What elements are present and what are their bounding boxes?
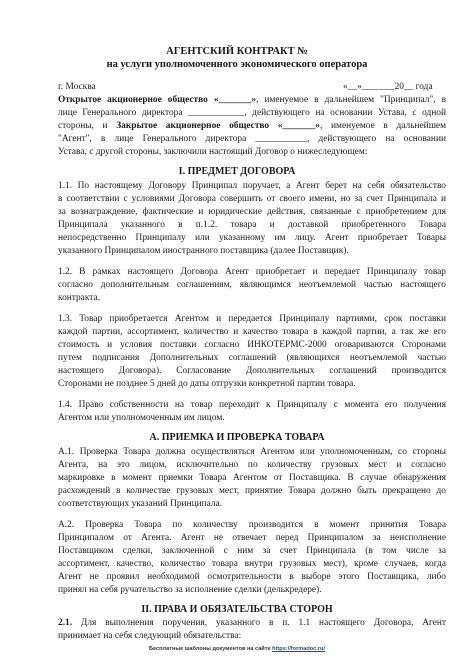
paragraph-line: согласно дополнительным соглашениям, являющимся неотъемлемой частью настоящего xyxy=(58,280,446,290)
paragraph-line: стоимость и условия поставки согласно ИНКОТЕРМС-2000 оговариваются Сторонами xyxy=(58,340,446,350)
paragraph-line: 1.4. Право собственности на товар переходит к Принципалу с момента его получения xyxy=(58,400,446,410)
paragraph-line: контракта. xyxy=(58,293,100,303)
footer-text: Бесплатные шаблоны документов на сайте xyxy=(149,646,273,652)
paragraph-line: 1.3. Товар приобретается Агентом и передается Принципалу партиями, срок поставки xyxy=(58,314,446,324)
section-heading: II. ПРАВА И ОБЯЗАТЕЛЬСТВА СТОРОН xyxy=(141,604,333,615)
intro-line: "Агент", в лице Генерального директора ___________, действующего на основании xyxy=(58,134,446,144)
footer-link[interactable]: https://formadoc.ru/ xyxy=(272,646,325,652)
date: «__»_______20__ года xyxy=(343,82,433,92)
paragraph-line: 1.2. В рамках настоящего Договора Агент приобретает и передает Принципалу товар xyxy=(58,267,446,277)
paragraph-line: Агент не проявил необходимой осмотрительности в выборе этого Поставщика, либо xyxy=(58,572,446,582)
intro-line: Открытое акционерное общество «_______», именуемое в дальнейшем "Принципал", в xyxy=(58,95,446,105)
intro-line: Устава, с другой стороны, заключили настоящий Договор о нижеследующем: xyxy=(58,147,368,157)
paragraph-line: Поставщиком сделки, заключенной с ним за счет Принципала (в том числе за xyxy=(58,546,446,556)
section-heading: А. ПРИЕМКА И ПРОВЕРКА ТОВАРА xyxy=(149,432,325,443)
paragraph-line: каждой партии, ассортимент, количество и качество товара в каждой партии, а так же его xyxy=(58,327,446,337)
paragraph-line: принимает на себя следующий обязательства: xyxy=(58,631,242,641)
paragraph-line: 2.1. Для выполнения поручения, указанного в п. 1.1 настоящего Договора, Агент xyxy=(58,618,446,628)
document-title: АГЕНТСКИЙ КОНТРАКТ № xyxy=(166,46,308,57)
paragraph-line: маркировке в момент приемки Товара Агентом от Поставщика. В случае обнаружения xyxy=(58,473,446,483)
intro-line: лице Генерального директора ____________, действующего на основании Устава, с одной xyxy=(58,108,446,118)
paragraph-line: 1.1. По настоящему Договору Принципал поручает, а Агент берет на себя обязательство xyxy=(58,181,446,191)
paragraph-line: настоящего Договора). Согласование Дополнительных соглашений производится xyxy=(58,366,446,376)
paragraph-line: в соответствии с условиями Договора совершить от своего имени, но за счет Принципала и xyxy=(58,194,446,204)
paragraph-line: Агентом или уполномоченным им лицом. xyxy=(58,413,225,423)
paragraph-line: расхождений в количестве грузовых мест, принятие Товара должно быть прекращено до xyxy=(58,486,446,496)
paragraph-line: Принципалом от Агента. Агент не отвечает перед Принципалом за неисполнение xyxy=(58,533,446,543)
paragraph-line: указанного Принципалом иностранного поставщика (далее Поставщик). xyxy=(58,246,349,256)
paragraph-line: принял на себя ручательство за исполнение сделки (делькредере). xyxy=(58,585,322,595)
document-subtitle: на услуги уполномоченного экономического оператора xyxy=(106,59,368,70)
paragraph-line: ассортимент, качество, количество товара внутри грузовых мест), кроме случаев, когда xyxy=(58,559,446,569)
section-heading: I. ПРЕДМЕТ ДОГОВОРА xyxy=(178,166,296,177)
footer xyxy=(0,646,474,652)
paragraph-line: Принципала указанного в п.1.2. товара и доставкой приобретенного Товара xyxy=(58,220,446,230)
city: г. Москва xyxy=(58,82,96,92)
paragraph-line: непосредственно Принципалу или указанному им лицу. Агент приобретает Товары xyxy=(58,233,446,243)
intro-line: стороны, и Закрытое акционерное общество «_______», именуемое в дальнейшем xyxy=(58,121,447,131)
paragraph-line: путем подписания Дополнительных соглашений (являющихся неотъемлемой частью xyxy=(58,353,446,363)
paragraph-line: за вознаграждение, фактические и юридические действия, связанные с приобретением для xyxy=(58,207,446,217)
paragraph-line: А.2. Проверка Товара по количеству производится в момент принятия Товара xyxy=(58,520,446,530)
paragraph-line: соответствующих указаний Принципала. xyxy=(58,499,223,509)
paragraph-line: Сторонами не позднее 5 дней до даты отгрузки конкретной партии товара. xyxy=(58,379,356,389)
paragraph-line: А.1. Проверка Товара должна осуществляться Агентом или уполномоченным, со стороны xyxy=(58,447,446,457)
paragraph-line: Агента, на это лицом, исключительно по количеству грузовых мест и согласно xyxy=(58,460,446,470)
